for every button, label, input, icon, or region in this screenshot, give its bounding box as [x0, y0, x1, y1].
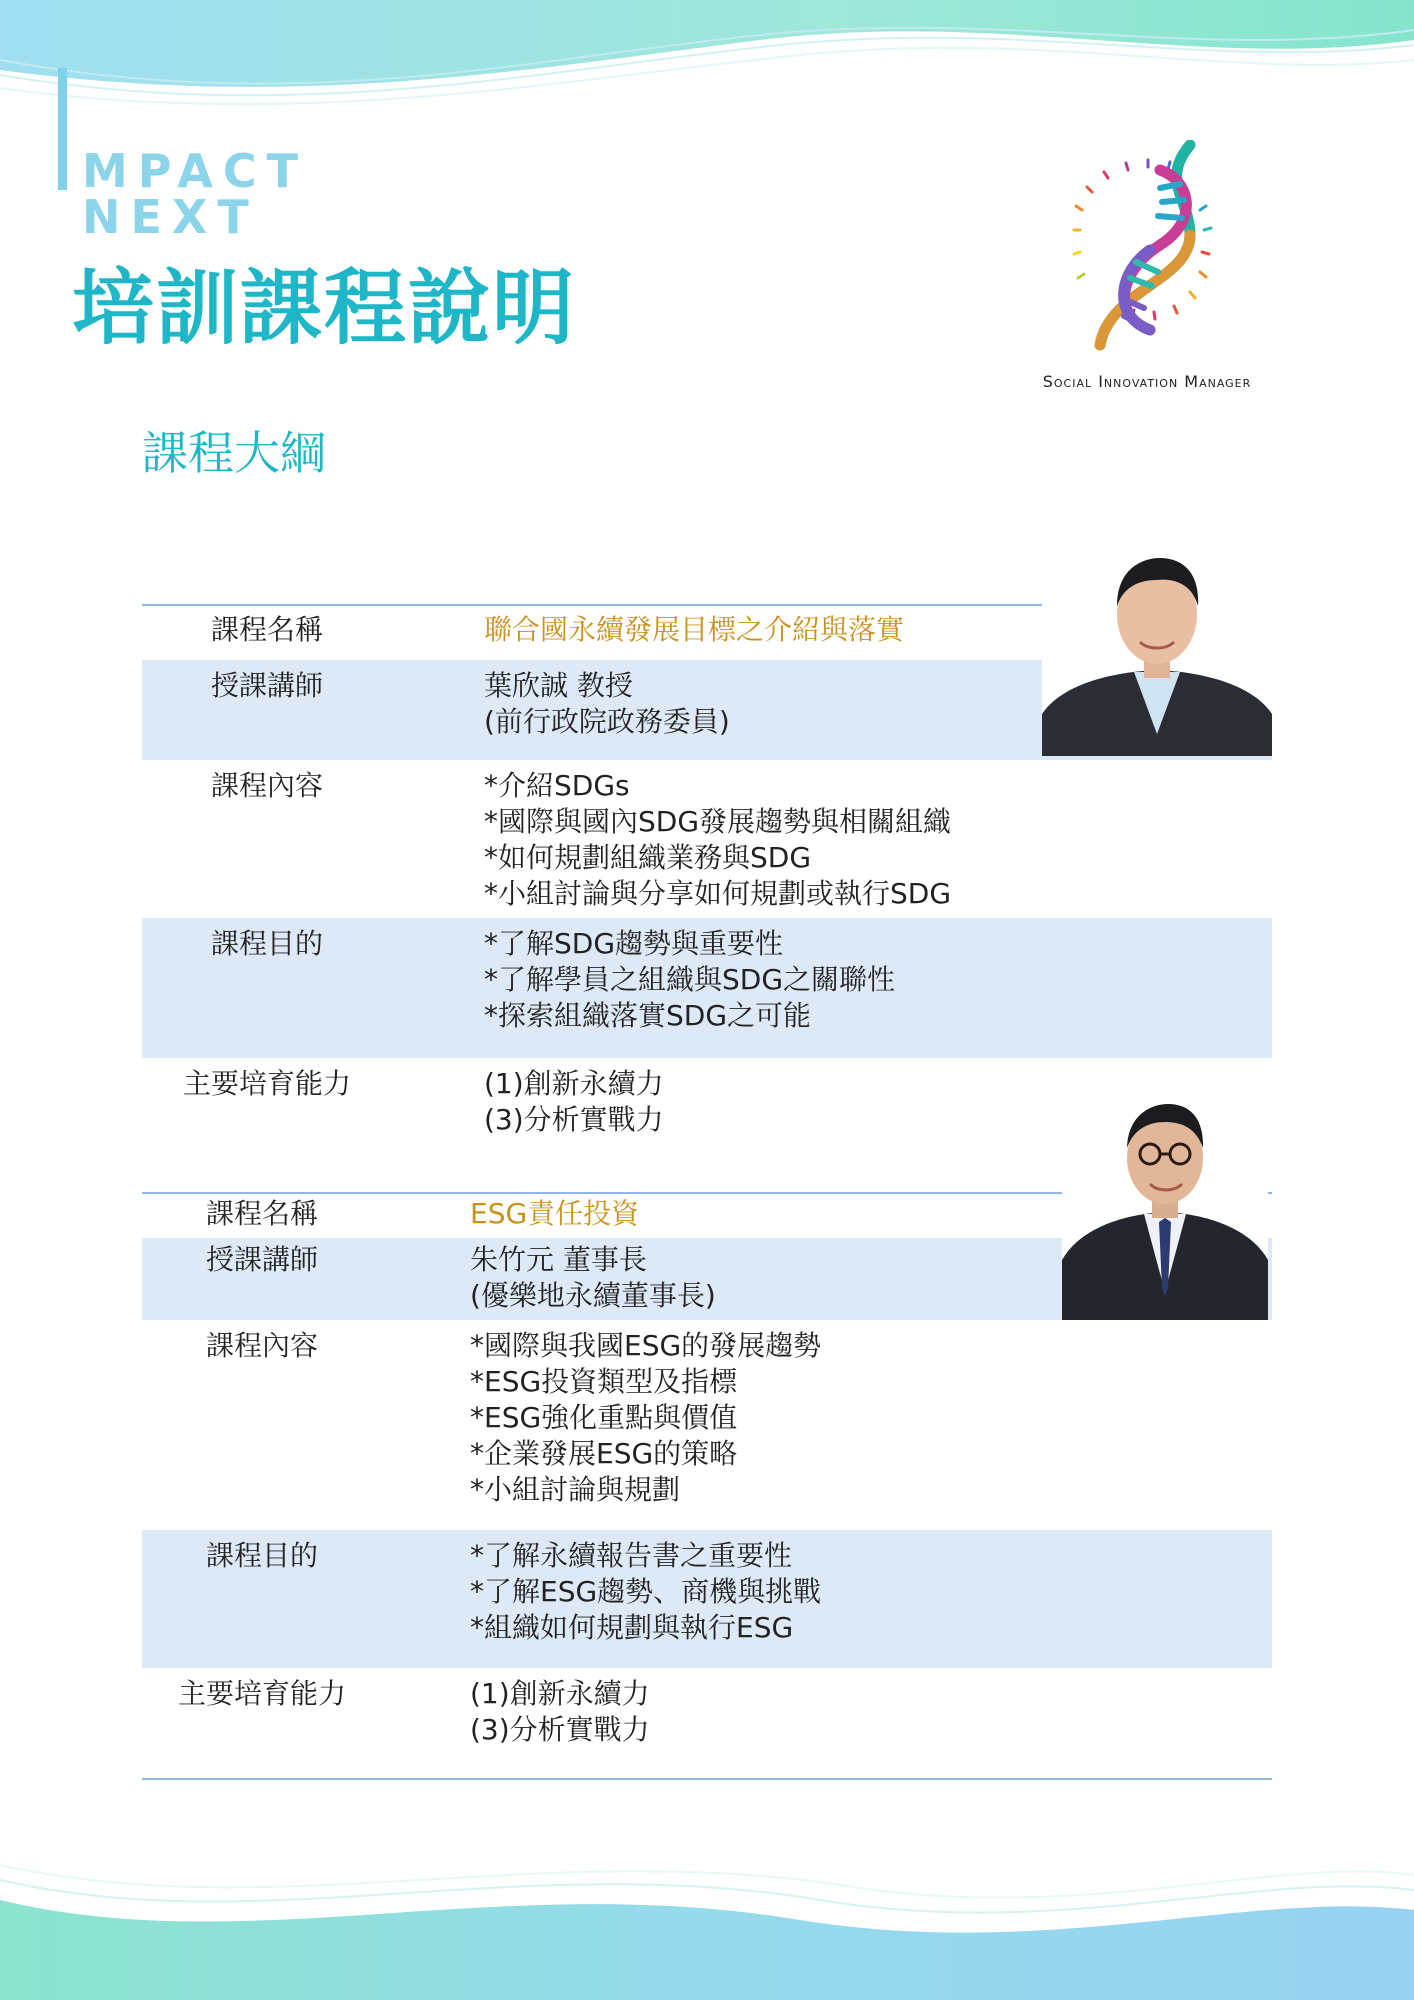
page-title: 培訓課程說明 [72, 261, 577, 356]
content-item: *小組討論與規劃 [470, 1473, 681, 1506]
instructor-photo-2 [1062, 1092, 1268, 1320]
content-item: *ESG強化重點與價值 [470, 1401, 738, 1434]
course-name: 聯合國永續發展目標之介紹與落實 [484, 613, 905, 646]
ability-item: (1)創新永續力 [470, 1677, 650, 1710]
content-label: 課程內容 [210, 769, 323, 802]
content-row [142, 1320, 1272, 1530]
purpose-row [142, 1530, 1272, 1668]
purpose-item: *了解SDG趨勢與重要性 [484, 927, 784, 960]
purpose-item: *組織如何規劃與執行ESG [470, 1611, 794, 1644]
instructor-label: 授課講師 [205, 1243, 318, 1276]
brand-text: MPACT NEXT [82, 144, 309, 244]
content-item: *國際與我國ESG的發展趨勢 [470, 1329, 822, 1362]
purpose-item: *了解學員之組織與SDG之關聯性 [484, 963, 896, 996]
purpose-item: *探索組織落實SDG之可能 [484, 999, 812, 1032]
course-name: ESG責任投資 [470, 1197, 640, 1230]
content-list [470, 1328, 821, 1508]
instructor-title: (前行政院政務委員) [484, 705, 730, 738]
content-item: *國際與國內SDG發展趨勢與相關組織 [484, 805, 952, 838]
content-item: *介紹SDGs [484, 769, 630, 802]
dna-helix-icon [1040, 140, 1250, 360]
purpose-item: *了解永續報告書之重要性 [470, 1539, 793, 1572]
ability-item: (3)分析實戰力 [484, 1103, 664, 1136]
content-item: *ESG投資類型及指標 [470, 1365, 738, 1398]
purpose-label: 課程目的 [210, 927, 323, 960]
content-item: *企業發展ESG的策略 [470, 1437, 738, 1470]
content-list [484, 768, 951, 912]
content-item: *小組討論與分享如何規劃或執行SDG [484, 877, 952, 910]
brand-logotype [58, 68, 478, 244]
purpose-list [470, 1538, 821, 1646]
content-item: *如何規劃組織業務與SDG [484, 841, 812, 874]
instructor-name: 朱竹元 董事長 [470, 1243, 647, 1276]
instructor-name: 葉欣誠 教授 [484, 669, 633, 702]
ability-list [470, 1676, 650, 1748]
brand-letter-i-bar [58, 68, 67, 190]
ability-row [142, 1668, 1272, 1778]
ability-label: 主要培育能力 [182, 1067, 351, 1100]
instructor-label: 授課講師 [210, 669, 323, 702]
purpose-label: 課程目的 [205, 1539, 318, 1572]
ability-item: (1)創新永續力 [484, 1067, 664, 1100]
ability-item: (3)分析實戰力 [470, 1713, 650, 1746]
instructor-photo-1 [1042, 544, 1272, 756]
purpose-list [484, 926, 895, 1034]
instructor-value [470, 1242, 716, 1314]
content-label: 課程內容 [205, 1329, 318, 1362]
course-name-label: 課程名稱 [210, 613, 323, 646]
logo-caption: Social Innovation Manager [1042, 372, 1252, 391]
bottom-wave-decoration [0, 1850, 1414, 2000]
content-row [142, 760, 1272, 918]
course-name-label: 課程名稱 [205, 1197, 318, 1230]
instructor-title: (優樂地永續董事長) [470, 1279, 716, 1312]
purpose-item: *了解ESG趨勢、商機與挑戰 [470, 1575, 822, 1608]
table-rule [142, 1778, 1272, 1780]
ability-label: 主要培育能力 [177, 1677, 346, 1710]
purpose-row [142, 918, 1272, 1058]
section-title: 課程大綱 [142, 426, 326, 480]
instructor-value [484, 668, 730, 740]
ability-list [484, 1066, 664, 1138]
